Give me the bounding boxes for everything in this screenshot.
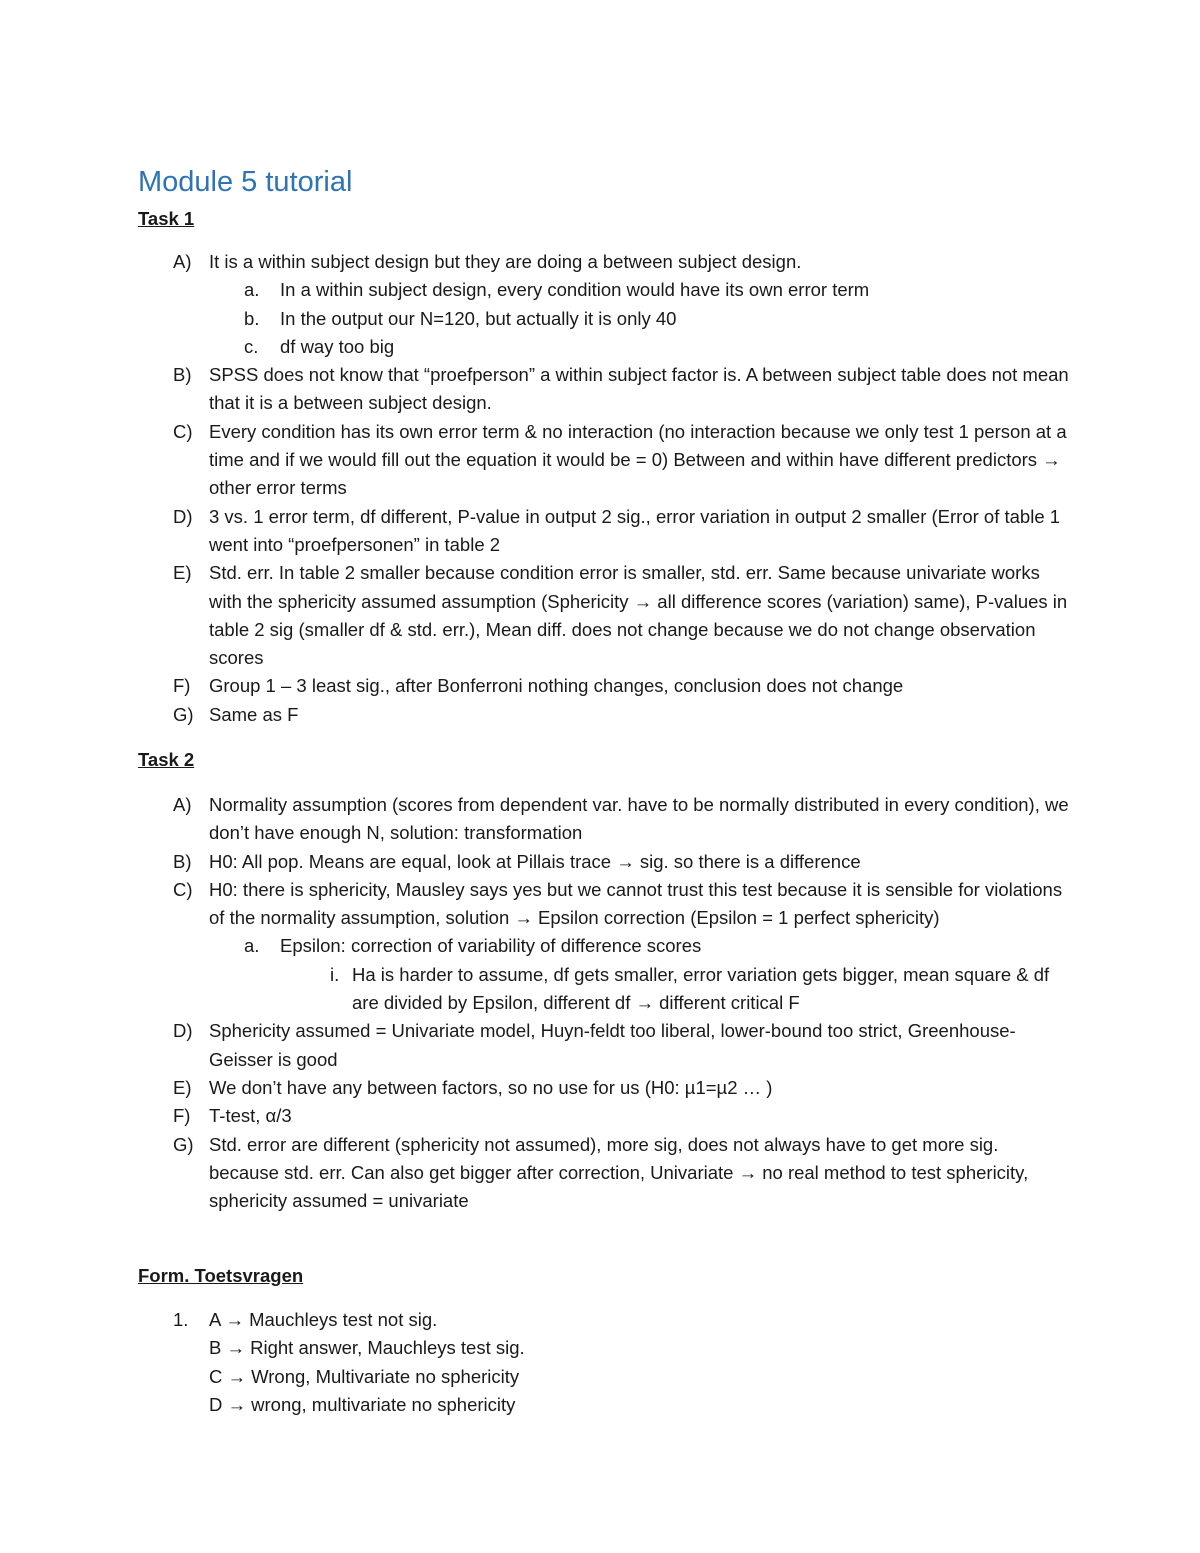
list-item: a. Epsilon: correction of variability of difference scores [244, 935, 702, 957]
page-title: Module 5 tutorial [138, 166, 353, 198]
list-item: G) Same as F [173, 703, 299, 725]
list-item: B) H0: All pop. Means are equal, look at Pillais trace → sig. so there is a difference [173, 850, 861, 872]
list-item: D) 3 vs. 1 error term, df different, P-value in output 2 sig., error variation in output 2 smaller (Error of table 1 went into “proefpersonen” in table 2 [173, 505, 1061, 555]
list-item: A) It is a within subject design but they are doing a between subject design. [173, 251, 802, 272]
list-item: D) Sphericity assumed = Univariate model, Huyn-feldt too liberal, lower-bound too strict, Greenhouse-Geisser is good [173, 1020, 1016, 1070]
task1-list [0, 248, 1200, 729]
list-item: E) We don’t have any between factors, so no use for us (H0: µ1=µ2 … ) [173, 1076, 773, 1098]
list-item: C) Every condition has its own error term & no interaction (no interaction because we only test 1 person at a time and if we would fill out the equation it would be = 0) Between and within have different predictors → other error terms [173, 420, 1067, 499]
list-item: F) Group 1 – 3 least sig., after Bonferroni nothing changes, conclusion does not change [173, 675, 904, 697]
list-item: B → Right answer, Mauchleys test sig. [209, 1337, 525, 1359]
list-item: E) Std. err. In table 2 smaller because condition error is smaller, std. err. Same because univariate works with the sphericity assumed assumption (Sphericity → all difference scores (variation) same), P-values in table 2 sig (smaller df & std. err.), Mean diff. does not change because we do not change observation scores [173, 562, 1068, 669]
task2-list [0, 791, 1200, 1215]
list-item: C) H0: there is sphericity, Mausley says yes but we cannot trust this test because it is sensible for violations of the normality assumption, solution → Epsilon correction (Epsilon = 1 perfect sphericity) [173, 878, 1063, 929]
form-heading: Form. Toetsvragen [138, 1265, 304, 1286]
list-item: c. df way too big [244, 335, 395, 357]
list-item: C → Wrong, Multivariate no sphericity [209, 1365, 520, 1387]
list-item: b. In the output our N=120, but actually it is only 40 [244, 307, 677, 329]
list-item: 1. A → Mauchleys test not sig. [173, 1309, 438, 1330]
list-item: A) Normality assumption (scores from dependent var. have to be normally distributed in every condition), we don’t have enough N, solution: transformation [173, 794, 1069, 844]
form-list [0, 1306, 1200, 1419]
task2-heading: Task 2 [138, 749, 195, 770]
list-item: B) SPSS does not know that “proefperson” a within subject factor is. A between subject table does not mean that it is a between subject design. [173, 364, 1069, 414]
list-item: F) T-test, α/3 [173, 1105, 292, 1127]
list-item: i. Ha is harder to assume, df gets smaller, error variation gets bigger, mean square & df are divided by Epsilon, different df → different critical F [330, 963, 1050, 1014]
list-item: D → wrong, multivariate no sphericity [209, 1393, 516, 1415]
list-item: a. In a within subject design, every condition would have its own error term [244, 279, 870, 301]
task1-heading: Task 1 [138, 208, 195, 229]
list-item: G) Std. error are different (sphericity not assumed), more sig, does not always have to get more sig. because std. err. Can also get bigger after correction, Univariate → no real method to test sphericity, sphericity assumed = univariate [173, 1133, 1029, 1212]
